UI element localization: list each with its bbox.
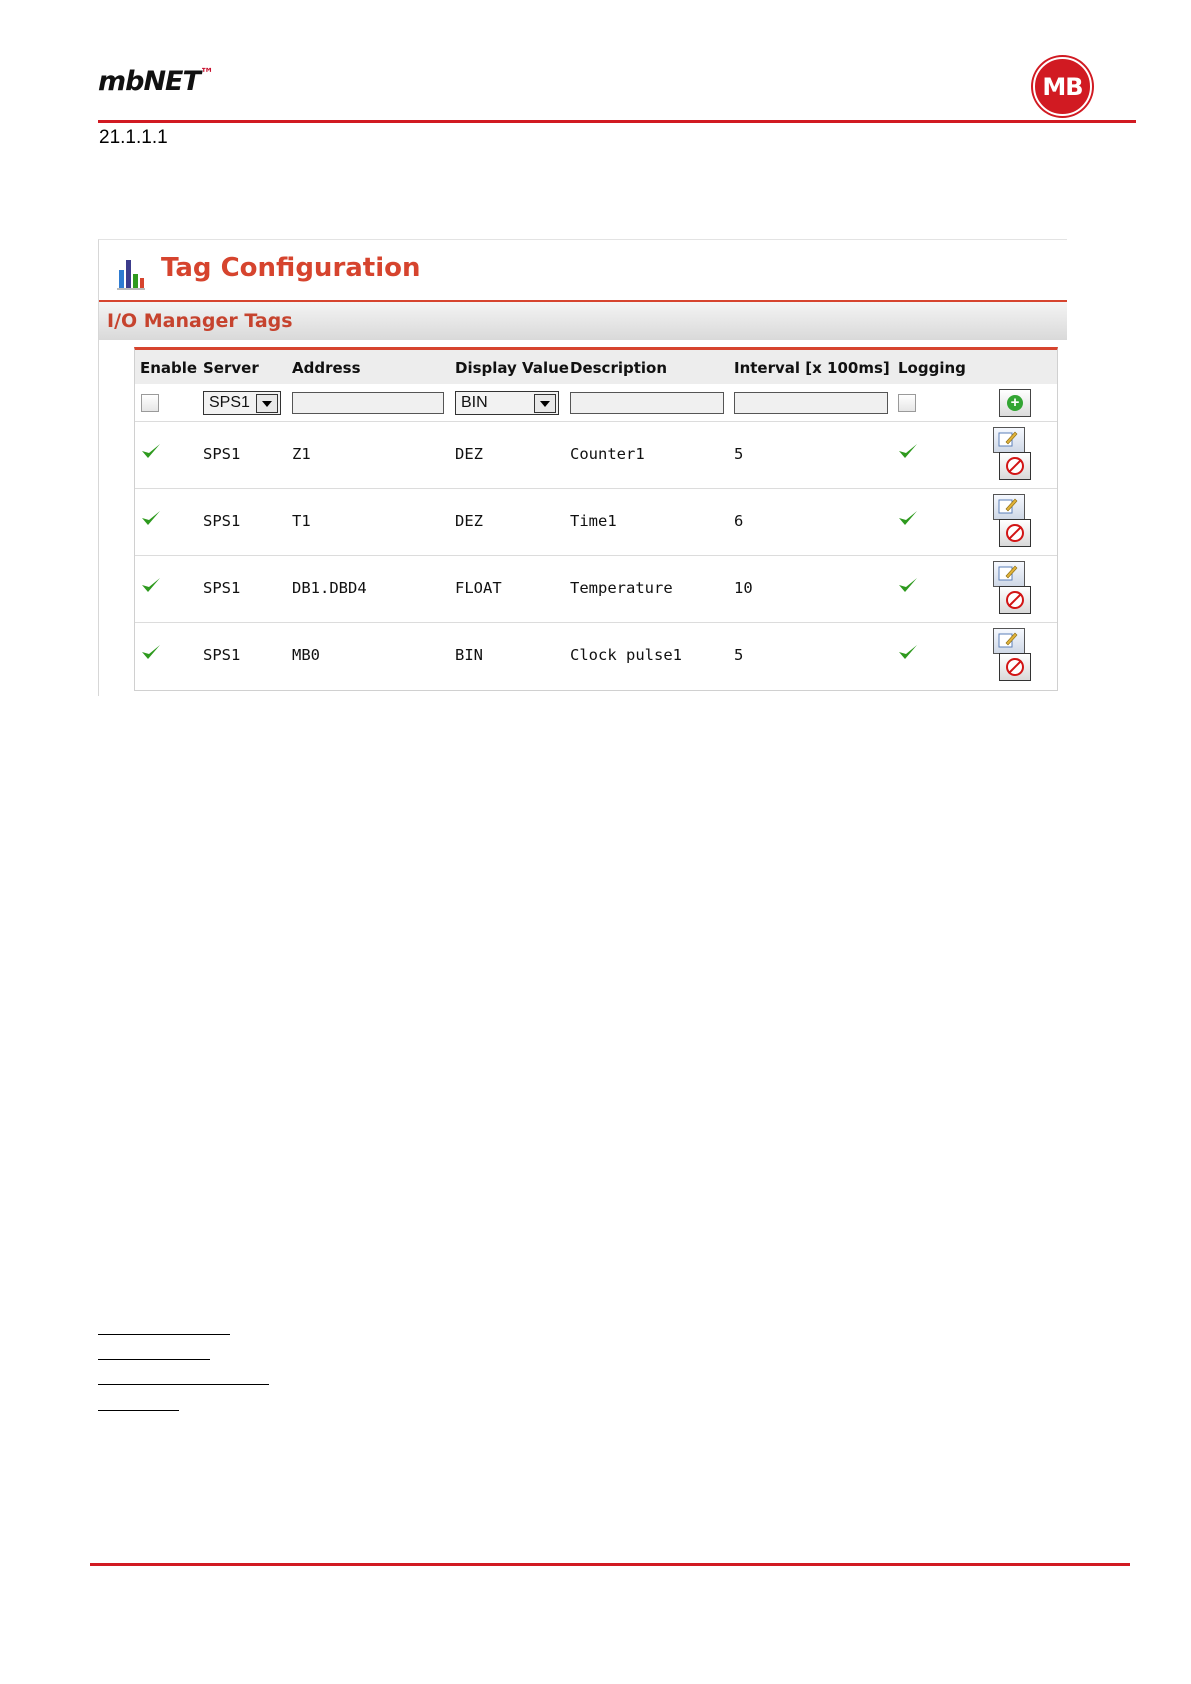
logging-check-icon (898, 509, 918, 527)
section-number: 21.1.1.1 (99, 127, 168, 148)
logging-checkbox[interactable] (898, 394, 916, 412)
display-value-cell: FLOAT (455, 579, 502, 597)
display-value-cell: DEZ (455, 445, 483, 463)
enabled-check-icon (141, 442, 161, 460)
edit-tag-button[interactable] (993, 427, 1025, 453)
panel-title: Tag Configuration (161, 253, 421, 283)
display-value-select[interactable] (455, 391, 559, 415)
column-logging: Logging (898, 359, 966, 377)
address-cell: MB0 (292, 646, 320, 664)
subtitle-bar (99, 302, 1067, 340)
table-row (135, 556, 1057, 623)
tag-table (134, 347, 1058, 691)
delete-tag-button[interactable] (999, 519, 1031, 547)
interval-cell: 5 (734, 646, 744, 664)
enabled-check-icon (141, 509, 161, 527)
display-value-cell: BIN (455, 646, 483, 664)
edit-tag-button[interactable] (993, 561, 1025, 587)
table-row (135, 422, 1057, 489)
address-cell: DB1.DBD4 (292, 579, 367, 597)
description-cell: Counter1 (570, 445, 645, 463)
edit-icon (998, 497, 1018, 515)
column-interval: Interval [x 100ms] (734, 359, 890, 377)
column-server: Server (203, 359, 259, 377)
footnote-line (98, 1334, 230, 1335)
edit-icon (998, 631, 1018, 649)
delete-icon (1006, 524, 1024, 542)
server-cell: SPS1 (203, 512, 241, 530)
delete-tag-button[interactable] (999, 452, 1031, 480)
server-select[interactable] (203, 391, 281, 415)
server-cell: SPS1 (203, 646, 241, 664)
edit-tag-button[interactable] (993, 494, 1025, 520)
interval-input[interactable] (734, 392, 888, 414)
description-cell: Time1 (570, 512, 617, 530)
column-enable: Enable (140, 359, 198, 377)
interval-cell: 5 (734, 445, 744, 463)
header-rule (98, 120, 1136, 123)
interval-cell: 10 (734, 579, 753, 597)
server-select-value: SPS1 (209, 394, 250, 411)
footnote-line (98, 1359, 210, 1360)
edit-icon (998, 430, 1018, 448)
logging-check-icon (898, 643, 918, 661)
delete-tag-button[interactable] (999, 653, 1031, 681)
mb-badge-logo: MB (1033, 57, 1092, 116)
new-tag-input-row (135, 384, 1057, 422)
delete-icon (1006, 658, 1024, 676)
address-cell: T1 (292, 512, 311, 530)
panel-subtitle: I/O Manager Tags (107, 310, 293, 332)
edit-icon (998, 564, 1018, 582)
description-input[interactable] (570, 392, 724, 414)
plus-icon: + (1007, 395, 1023, 411)
column-display-value: Display Value (455, 359, 569, 377)
server-cell: SPS1 (203, 445, 241, 463)
add-tag-button[interactable] (999, 389, 1031, 417)
mbnet-logo: mbNET™ (98, 66, 213, 97)
display-value-cell: DEZ (455, 512, 483, 530)
bar-chart-icon (117, 256, 145, 290)
edit-tag-button[interactable] (993, 628, 1025, 654)
interval-cell: 6 (734, 512, 744, 530)
footnote-line (98, 1384, 269, 1385)
description-cell: Clock pulse1 (570, 646, 682, 664)
column-description: Description (570, 359, 668, 377)
tag-configuration-panel (98, 239, 1067, 696)
footnote-line (98, 1410, 179, 1411)
enabled-check-icon (141, 643, 161, 661)
delete-icon (1006, 457, 1024, 475)
delete-icon (1006, 591, 1024, 609)
table-header (135, 350, 1057, 384)
footer-rule (90, 1563, 1130, 1566)
enable-checkbox[interactable] (141, 394, 159, 412)
address-cell: Z1 (292, 445, 311, 463)
delete-tag-button[interactable] (999, 586, 1031, 614)
address-input[interactable] (292, 392, 444, 414)
description-cell: Temperature (570, 579, 673, 597)
enabled-check-icon (141, 576, 161, 594)
panel-title-row (99, 240, 1067, 302)
chevron-down-icon (256, 394, 278, 413)
table-row (135, 489, 1057, 556)
chevron-down-icon (534, 394, 556, 413)
table-row (135, 623, 1057, 689)
logging-check-icon (898, 576, 918, 594)
column-address: Address (292, 359, 361, 377)
display-value-select-value: BIN (461, 394, 488, 411)
server-cell: SPS1 (203, 579, 241, 597)
logging-check-icon (898, 442, 918, 460)
